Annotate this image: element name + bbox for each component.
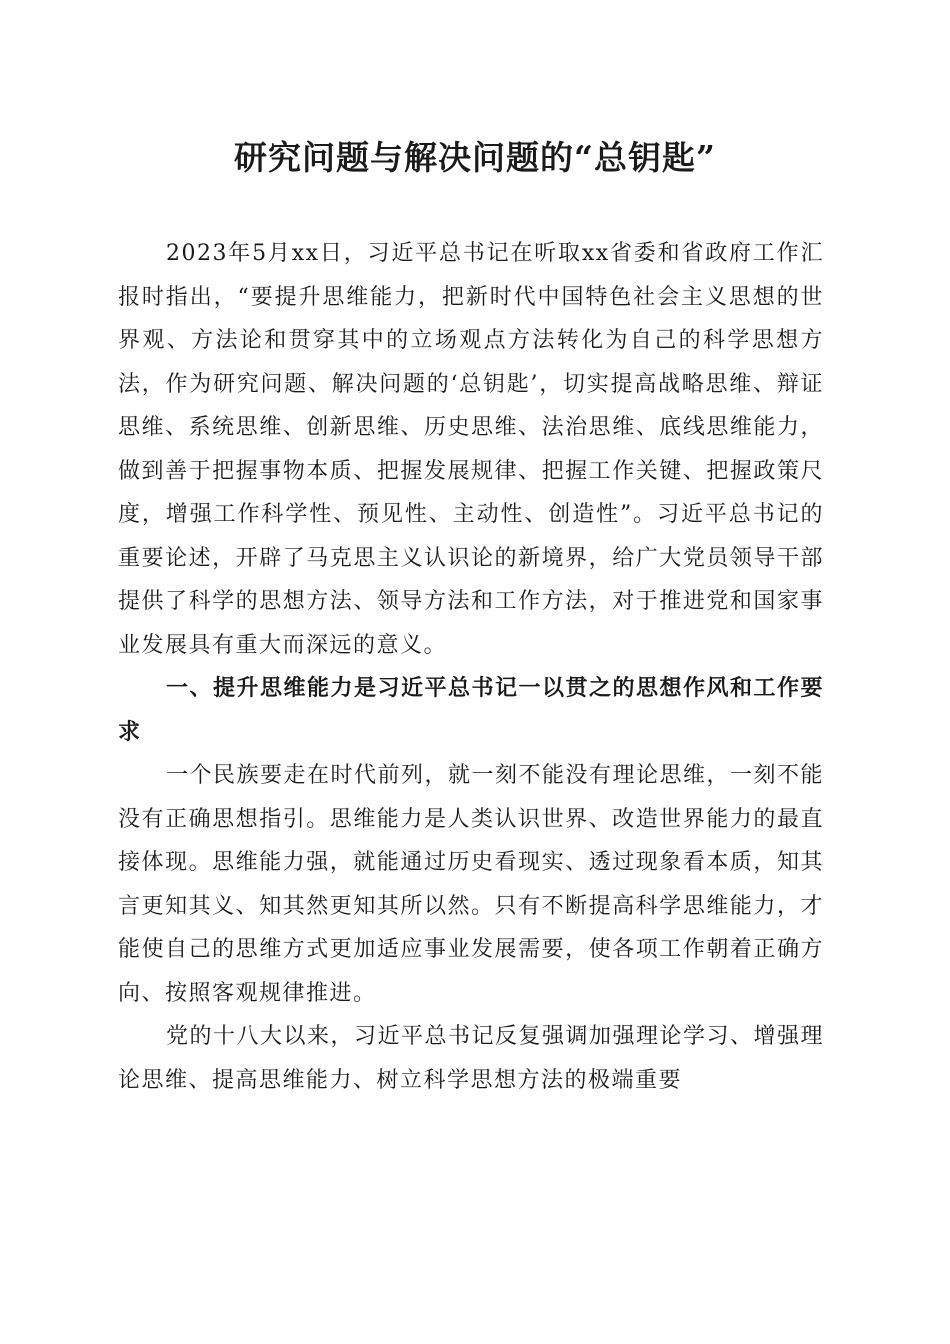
document-title: 研究问题与解决问题的“总钥匙” (234, 138, 716, 177)
intro-paragraph: 2023年5月xx日，习近平总书记在听取xx省委和省政府工作汇报时指出，“要提升思维能力，把新时代中国特色社会主义思想的世界观、方法论和贯穿其中的立场观点方法转化为自己的科学思想方法，作为研究问题、解决问题的‘总钥匙’，切实提高战略思维、辩证思维、系统思维、创新思维、历史思维、法治思维、底线思维能力，做到善于把握事物本质、把握发展规律、把握工作关键、把握政策尺度，增强工作科学性、预见性、主动性、创造性”。习近平总书记的重要论述，开辟了马克思主义认识论的新境界，给广大党员领导干部提供了科学的思想方法、领导方法和工作方法，对于推进党和国家事业发展具有重大而深远的意义。 (118, 241, 824, 658)
section-1-paragraph-1: 一个民族要走在时代前列，就一刻不能没有理论思维，一刻不能没有正确思想指引。思维能力是人类认识世界、改造世界能力的最直接体现。思维能力强，就能通过历史看现实、透过现象看本质，知其言更知其义、知其然更知其所以然。只有不断提高科学思维能力，才能使自己的思维方式更加适应事业发展需要，使各项工作朝着正确方向、按照客观规律推进。 (118, 763, 825, 1006)
section-1-paragraph-2: 党的十八大以来，习近平总书记反复强调加强理论学习、增强理论思维、提高思维能力、树立科学思想方法的极端重要 (118, 1024, 825, 1093)
document-body (118, 232, 824, 1102)
section-heading-1: 一、提升思维能力是习近平总书记一以贯之的思想作风和工作要求 (118, 676, 825, 745)
